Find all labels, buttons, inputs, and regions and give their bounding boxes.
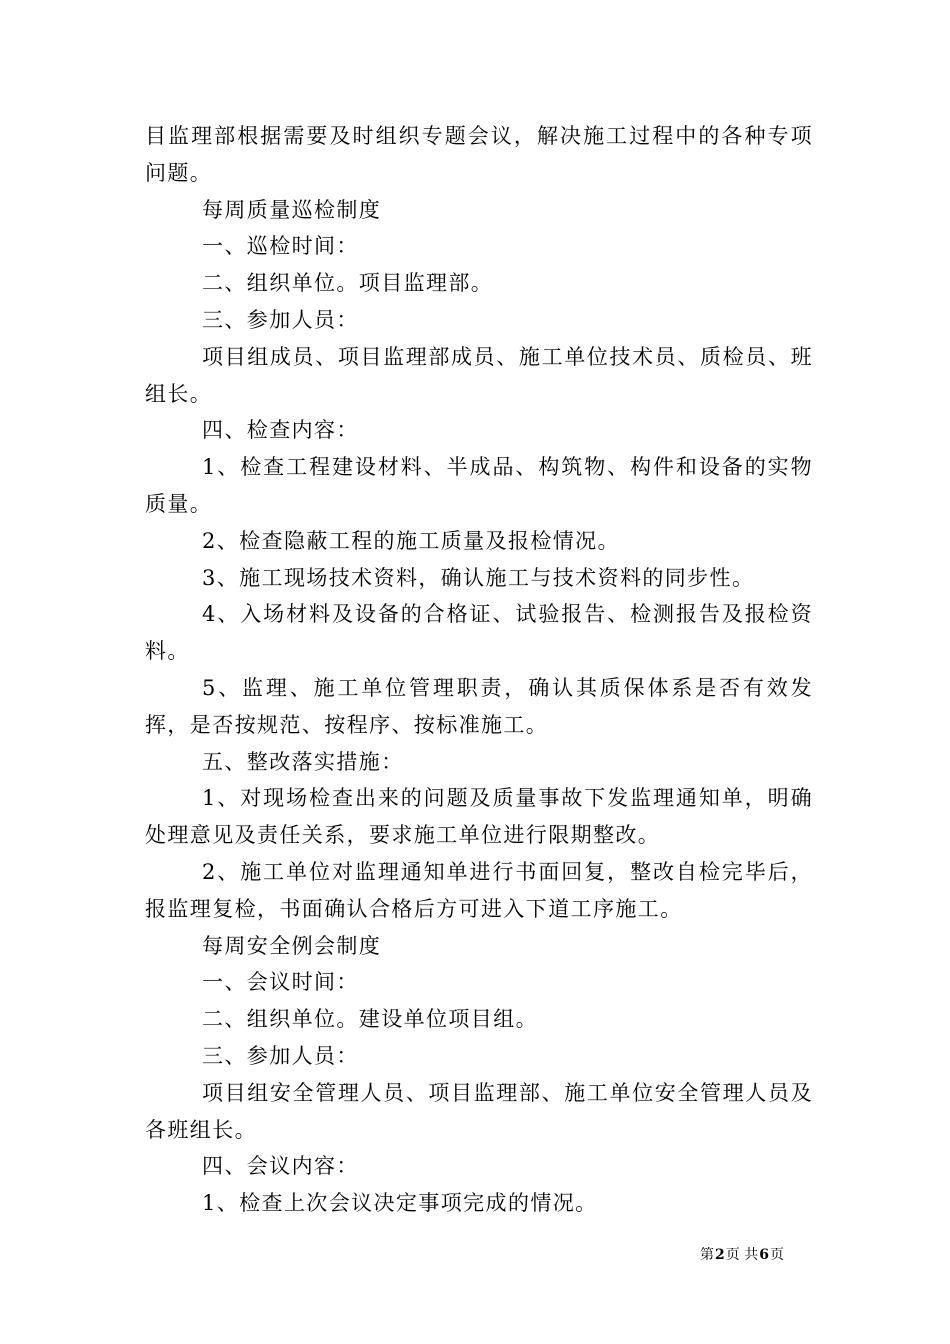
- footer-prefix: 第: [700, 1247, 714, 1263]
- paragraph: 三、参加人员：: [202, 307, 359, 332]
- list-item: 1、检查上次会议决定事项完成的情况。: [202, 1191, 598, 1216]
- footer-suffix: 页: [769, 1247, 784, 1263]
- section-heading: 每周质量巡检制度: [202, 197, 382, 222]
- paragraph: 三、参加人员：: [202, 1043, 359, 1068]
- total-pages-number: 6: [759, 1247, 769, 1263]
- paragraph: 目监理部根据需要及时组织专题会议，解决施工过程中的各种专项问题。: [145, 124, 813, 185]
- paragraph: 二、组织单位。建设单位项目组。: [202, 1007, 538, 1032]
- paragraph: 项目组成员、项目监理部成员、施工单位技术员、质检员、班组长。: [145, 344, 813, 406]
- paragraph: 四、会议内容：: [202, 1154, 359, 1179]
- footer-middle: 页 共: [725, 1247, 759, 1263]
- list-item: 1、对现场检查出来的问题及质量事故下发监理通知单，明确处理意见及责任关系，要求施工单位进行限期整改。: [145, 786, 813, 848]
- section-heading: 每周安全例会制度: [202, 933, 382, 958]
- paragraph: 项目组安全管理人员、项目监理部、施工单位安全管理人员及各班组长。: [145, 1080, 813, 1142]
- paragraph: 一、巡检时间：: [202, 234, 359, 259]
- document-body: [145, 118, 813, 1222]
- paragraph: 四、检查内容：: [202, 418, 359, 443]
- paragraph: 五、整改落实措施：: [202, 749, 404, 774]
- current-page-number: 2: [715, 1247, 725, 1263]
- list-item: 2、施工单位对监理通知单进行书面回复，整改自检完毕后，报监理复检，书面确认合格后方可进入下道工序施工。: [145, 859, 813, 921]
- paragraph: 一、会议时间：: [202, 970, 359, 995]
- list-item: 5、监理、施工单位管理职责，确认其质保体系是否有效发挥，是否按规范、按程序、按标准施工。: [145, 675, 813, 737]
- page-number-footer: [700, 1245, 820, 1265]
- list-item: 4、入场材料及设备的合格证、试验报告、检测报告及报检资料。: [145, 602, 813, 664]
- paragraph: 二、组织单位。项目监理部。: [202, 271, 494, 296]
- list-item: 3、施工现场技术资料，确认施工与技术资料的同步性。: [202, 565, 755, 590]
- list-item: 1、检查工程建设材料、半成品、构筑物、构件和设备的实物质量。: [145, 455, 813, 516]
- list-item: 2、检查隐蔽工程的施工质量及报检情况。: [202, 528, 620, 553]
